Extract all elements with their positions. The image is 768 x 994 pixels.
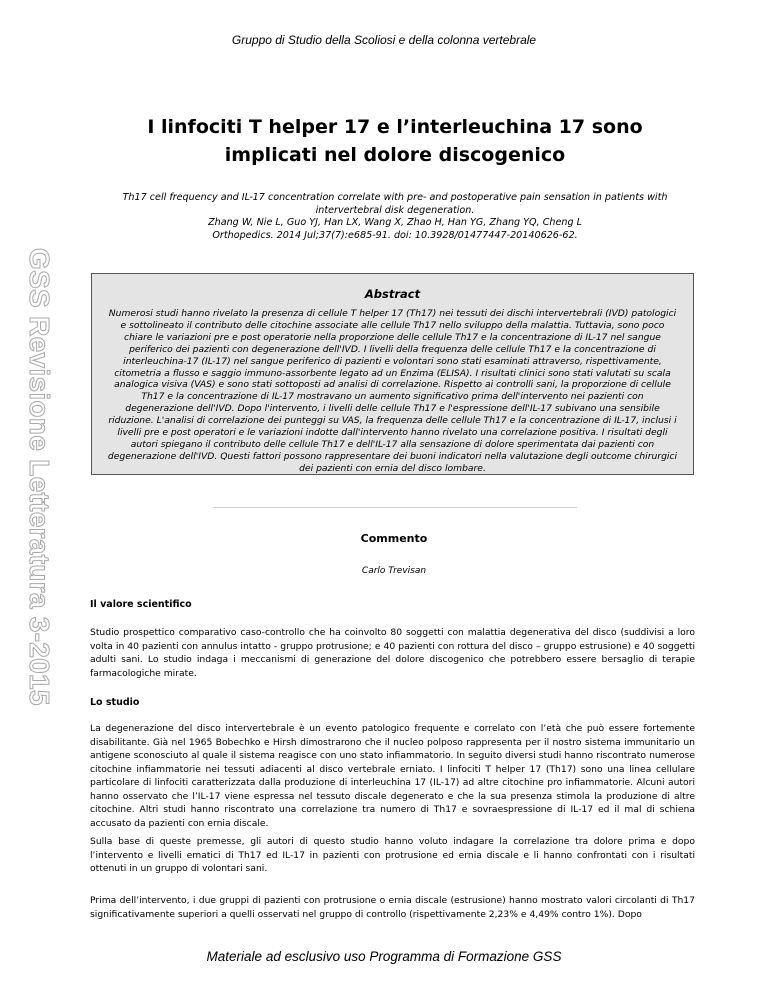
- abstract-title: Abstract: [364, 287, 421, 301]
- page-footer: Materiale ad esclusivo uso Programma di Formazione GSS: [206, 949, 562, 964]
- paragraph-study-1: La degenerazione del disco intervertebrale è un evento patologico frequente e correlato con l’età che può essere fortemente disabilitante. Già nel 1965 Bobechko e Hirsh dimostrarono che il nucleo polposo rappresenta per il nostro sistema immunitario un antigene sconosciuto al quale il sistema reagisce con uno stato infiammatorio. In seguito diversi studi hanno riscontrato numerose citochine infiammatorie nei tessuti adiacenti al disco vertebrale erniato. I linfociti T helper 17 (Th17) sono una linea cellulare particolare di linfociti caratterizzata dalla produzione di interleuchina 17 (IL-17) ad altre citochine pro infiammatorie. Alcuni autori hanno osservato che l’IL-17 viene espressa nel tessuto discale degenerato e che la sua presenza stimola la produzione di altre citochine. Altri studi hanno riscontrato una correlazione tra numero di Th17 e sovraespressione di IL-17 ed il mal di schiena accusato da pazienti con ernia discale.: [90, 723, 695, 829]
- citation-line-2: intervertebral disk degeneration.: [315, 204, 475, 216]
- section-title-scientific-value: Il valore scientifico: [90, 599, 192, 610]
- citation-line-4: Orthopedics. 2014 Jul;37(7):e685-91. doi: 10.3928/01477447-20140626-62.: [212, 229, 578, 241]
- side-watermark: GSS Revisione Letteratura 3-2015: [24, 248, 55, 706]
- abstract-box: [91, 273, 694, 475]
- page-header: Gruppo di Studio della Scoliosi e della colonna vertebrale: [231, 33, 537, 47]
- paragraph-study-3: Prima dell’intervento, i due gruppi di pazienti con protrusione o ernia discale (estrusione) hanno mostrato valori circolanti di Th17 significativamente superiori a quelli osservati nel gruppo di controllo (rispettivamente 2,23% e 4,49% contro 1%). Dopo: [90, 895, 695, 920]
- citation: [100, 192, 690, 242]
- paragraph-scientific-value: Studio prospettico comparativo caso-controllo che ha coinvolto 80 soggetti con malattia degenerativa del disco (suddivisi a loro volta in 40 pazienti con annulus intatto - gruppo protrusione; e 40 pazienti con rottura del disco – gruppo estrusione) e 40 soggetti adulti sani. Lo studio indaga i meccanismi di generazione del dolore discogenico che potrebbero essere bersaglio di terapie farmacologiche mirate.: [90, 627, 695, 679]
- paragraph-study-2: Sulla base di queste premesse, gli autori di questo studio hanno voluto indagare la correlazione tra dolore prima e dopo l’intervento e livelli ematici di Th17 ed IL-17 in pazienti con protrusione ed ernia discale e li hanno confrontati con i risultati ottenuti in un gruppo di volontari sani.: [90, 836, 695, 874]
- article-title: [100, 113, 690, 169]
- comment-heading: Commento: [360, 532, 428, 545]
- divider: [213, 507, 577, 508]
- section-title-study: Lo studio: [90, 697, 140, 708]
- citation-line-1: Th17 cell frequency and IL-17 concentration correlate with pre- and postoperative pain sensation in patients with: [122, 192, 668, 203]
- abstract-text: Numerosi studi hanno rivelato la presenza di cellule T helper 17 (Th17) nei tessuti dei dischi intervertebrali (IVD) patologici e sottolineato il contributo delle citochine associate alle cellule Th17 nello sviluppo della malattia. Tuttavia, sono poco chiare le variazioni pre e post operatorie nella proporzione delle cellule Th17 e la concentrazione di IL-17 nel sangue periferico dei pazienti con degenerazione dell'IVD. I livelli della frequenza delle cellule Th17 e la concentrazione di interleuchina-17 (IL-17) nel sangue periferico di pazienti e volontari sono stati esaminati attraverso, rispettivamente, citometria a flusso e saggio immuno-assorbente legato ad un Enzima (ELISA). I risultati clinici sono stati valutati su scala analogica visiva (VAS) e sono stati sottoposti ad analisi di correlazione. Rispetto ai controlli sani, la proporzione di cellule Th17 e la concentrazione di IL-17 mostravano un aumento significativo prima dell'intervento nei pazienti con degenerazione dell'IVD. Dopo l'intervento, i livelli delle cellule Th17 e l'espressione dell'IL-17 subivano una sensibile riduzione. L'analisi di correlazione dei punteggi su VAS, la frequenza delle cellule Th17 e la concentrazione di IL-17, inclusi i livelli pre e post operatori e le variazioni indotte dall'intervento hanno rivelato una correlazione positiva. I risultati degli autori spiegano il contributo delle cellule Th17 e dell'IL-17 alla sensazione di dolore sperimentata dai pazienti con degenerazione dell'IVD. Questi fattori possono rappresentare dei buoni indicatori nella valutazione degli outcome chirurgici dei pazienti con ernia del disco lombare.: [107, 308, 678, 474]
- title-line-2: implicati nel dolore discogenico: [224, 144, 566, 166]
- citation-line-3: Zhang W, Nie L, Guo YJ, Han LX, Wang X, Zhao H, Han YG, Zhang YQ, Cheng L: [208, 217, 582, 229]
- title-line-1: I linfociti T helper 17 e l’interleuchina 17 sono: [147, 116, 643, 138]
- comment-author: Carlo Trevisan: [361, 566, 427, 576]
